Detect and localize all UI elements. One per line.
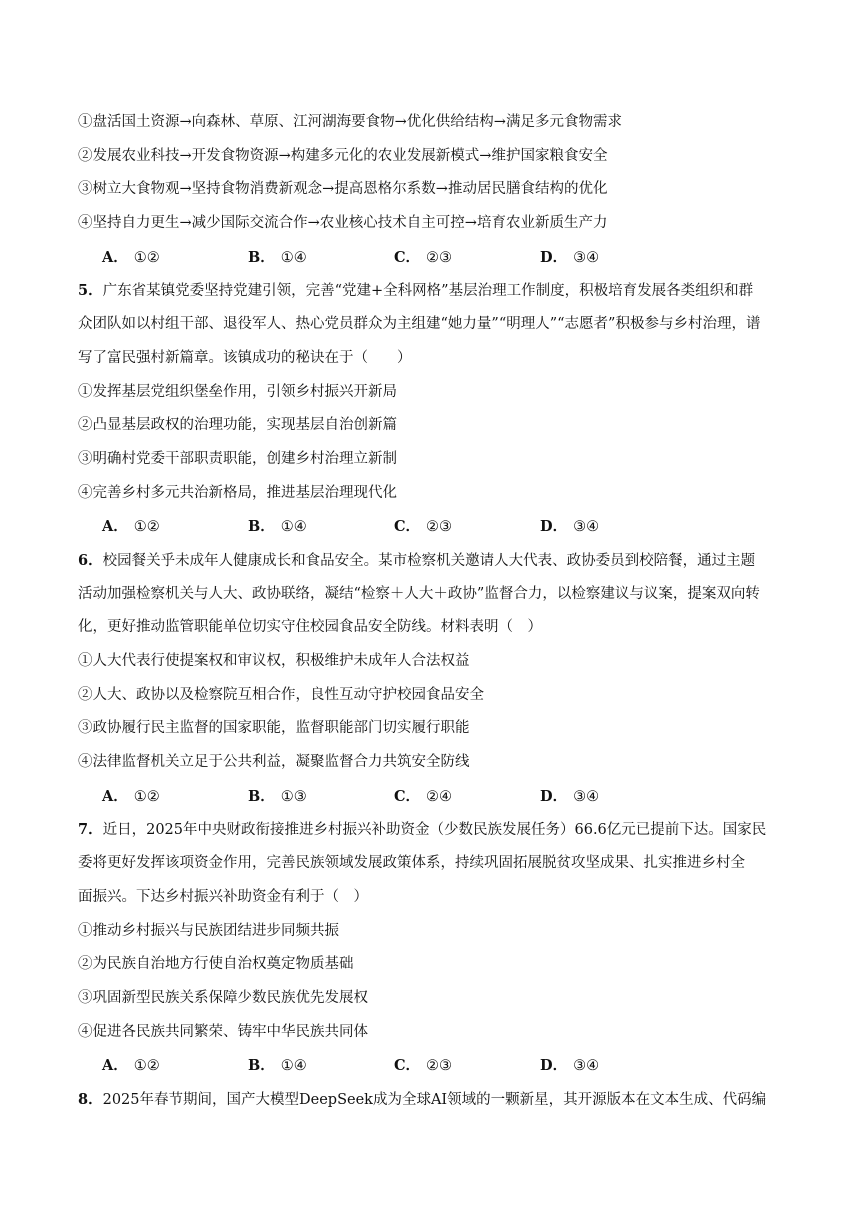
choice-item: ③巩固新型民族关系保障少数民族优先发展权	[78, 989, 368, 1006]
option-text: ③④	[573, 249, 600, 266]
option-letter: B．	[248, 1057, 275, 1075]
choice-item: ①盘活国土资源→向森林、草原、江河湖海要食物→优化供给结构→满足多元食物需求	[78, 114, 622, 130]
option-letter: A．	[102, 518, 128, 536]
option-text: ①④	[280, 249, 307, 266]
stem-text: 委将更好发挥该项资金作用，完善民族领域发展政策体系，持续巩固拓展脱贫攻坚成果、扎实推进乡村全	[78, 855, 745, 872]
question-5	[78, 274, 788, 544]
option-letter: D．	[540, 248, 568, 266]
choice-item: ②人大、政协以及检察院互相合作，良性互动守护校园食品安全	[78, 686, 484, 703]
question-6	[78, 544, 788, 814]
stem-text: 面振兴。下达乡村振兴补助资金有利于（ ）	[78, 888, 368, 905]
answer-options	[78, 1049, 788, 1083]
option-letter: D．	[540, 1057, 568, 1075]
choice-item: ①推动乡村振兴与民族团结进步同频共振	[78, 922, 339, 939]
choice-item: ④完善乡村多元共治新格局，推进基层治理现代化	[78, 484, 397, 501]
option-a[interactable]	[102, 780, 248, 814]
option-d[interactable]	[540, 780, 686, 814]
choice-item: ③明确村党委干部职责职能，创建乡村治理立新制	[78, 450, 397, 467]
choice-item: ③政协履行民主监督的国家职能，监督职能部门切实履行职能	[78, 720, 470, 737]
option-letter: A．	[102, 1057, 128, 1075]
option-text: ①②	[133, 249, 160, 266]
answer-options	[78, 510, 788, 544]
option-letter: A．	[102, 787, 128, 805]
option-text: ③④	[573, 519, 600, 536]
stem-text: 写了富民强村新篇章。该镇成功的秘诀在于（ ）	[78, 349, 412, 366]
option-c[interactable]	[394, 241, 540, 275]
option-c[interactable]	[394, 780, 540, 814]
question-7	[78, 813, 788, 1083]
option-letter: C．	[394, 518, 421, 536]
stem-text: 2025年春节期间，国产大模型DeepSeek成为全球AI领域的一颗新星，其开源版本在文本生成、代码编	[102, 1091, 767, 1108]
option-b[interactable]	[248, 510, 394, 544]
question-number: 8．	[78, 1090, 103, 1108]
option-d[interactable]	[540, 241, 686, 275]
choice-item: ④坚持自力更生→减少国际交流合作→农业核心技术自主可控→培育农业新质生产力	[78, 215, 608, 232]
option-d[interactable]	[540, 1049, 686, 1083]
option-text: ①④	[280, 519, 307, 536]
question-8	[78, 1083, 788, 1117]
option-letter: D．	[540, 518, 568, 536]
choice-item: ①发挥基层党组织堡垒作用，引领乡村振兴开新局	[78, 383, 397, 400]
option-text: ③④	[573, 788, 600, 805]
question-stem	[78, 1083, 788, 1117]
choice-item: ④促进各民族共同繁荣、铸牢中华民族共同体	[78, 1023, 368, 1040]
question-4	[78, 106, 788, 274]
stem-text: 化，更好推动监管职能单位切实守住校园食品安全防线。材料表明（ ）	[78, 619, 542, 636]
answer-options	[78, 241, 788, 275]
option-c[interactable]	[394, 1049, 540, 1083]
option-letter: B．	[248, 518, 275, 536]
option-text: ②③	[426, 519, 453, 536]
option-text: ②④	[426, 788, 453, 805]
option-d[interactable]	[540, 510, 686, 544]
choice-item: ②发展农业科技→开发食物资源→构建多元化的农业发展新模式→维护国家粮食安全	[78, 147, 608, 164]
option-b[interactable]	[248, 780, 394, 814]
option-b[interactable]	[248, 1049, 394, 1083]
option-letter: C．	[394, 1057, 421, 1075]
question-number: 6．	[78, 551, 103, 569]
option-a[interactable]	[102, 510, 248, 544]
question-stem	[78, 813, 788, 847]
option-text: ①②	[133, 1058, 160, 1075]
choice-item: ②为民族自治地方行使自治权奠定物质基础	[78, 956, 354, 973]
option-text: ②③	[426, 1058, 453, 1075]
answer-options	[78, 780, 788, 814]
stem-text: 校园餐关乎未成年人健康成长和食品安全。某市检察机关邀请人大代表、政协委员到校陪餐，通过主题	[102, 552, 756, 569]
option-letter: C．	[394, 248, 421, 266]
stem-text: 广东省某镇党委坚持党建引领，完善“党建+全科网格”基层治理工作制度，积极培育发展各类组织和群	[102, 283, 754, 300]
stem-text: 众团队如以村组干部、退役军人、热心党员群众为主组建“她力量”“明理人”“志愿者”积极参与乡村治理，谱	[78, 316, 761, 333]
choice-item: ③树立大食物观→坚持食物消费新观念→提高恩格尔系数→推动居民膳食结构的优化	[78, 181, 608, 198]
option-c[interactable]	[394, 510, 540, 544]
question-page	[78, 106, 788, 1117]
stem-text: 近日，2025年中央财政衔接推进乡村振兴补助资金（少数民族发展任务）66.6亿元已提前下达。国家民	[102, 822, 767, 839]
question-number: 5．	[78, 282, 103, 300]
question-stem	[78, 544, 788, 578]
choice-item: ①人大代表行使提案权和审议权，积极维护未成年人合法权益	[78, 653, 470, 669]
option-letter: C．	[394, 787, 421, 805]
option-text: ③④	[573, 1058, 600, 1075]
choice-item: ④法律监督机关立足于公共利益，凝聚监督合力共筑安全防线	[78, 754, 470, 771]
option-b[interactable]	[248, 241, 394, 275]
option-a[interactable]	[102, 1049, 248, 1083]
option-text: ①③	[280, 788, 307, 805]
option-letter: B．	[248, 787, 275, 805]
option-letter: B．	[248, 248, 275, 266]
question-stem	[78, 274, 788, 308]
option-a[interactable]	[102, 241, 248, 275]
question-number: 7．	[78, 821, 103, 839]
stem-text: 活动加强检察机关与人大、政协联络，凝结“检察＋人大＋政协”监督合力，以检察建议与议案，提案双向转	[78, 585, 760, 602]
option-text: ①②	[133, 519, 160, 536]
option-letter: D．	[540, 787, 568, 805]
option-letter: A．	[102, 248, 128, 266]
option-text: ①④	[280, 1058, 307, 1075]
option-text: ②③	[426, 249, 453, 266]
option-text: ①②	[133, 788, 160, 805]
choice-item: ②凸显基层政权的治理功能，实现基层自治创新篇	[78, 417, 397, 434]
